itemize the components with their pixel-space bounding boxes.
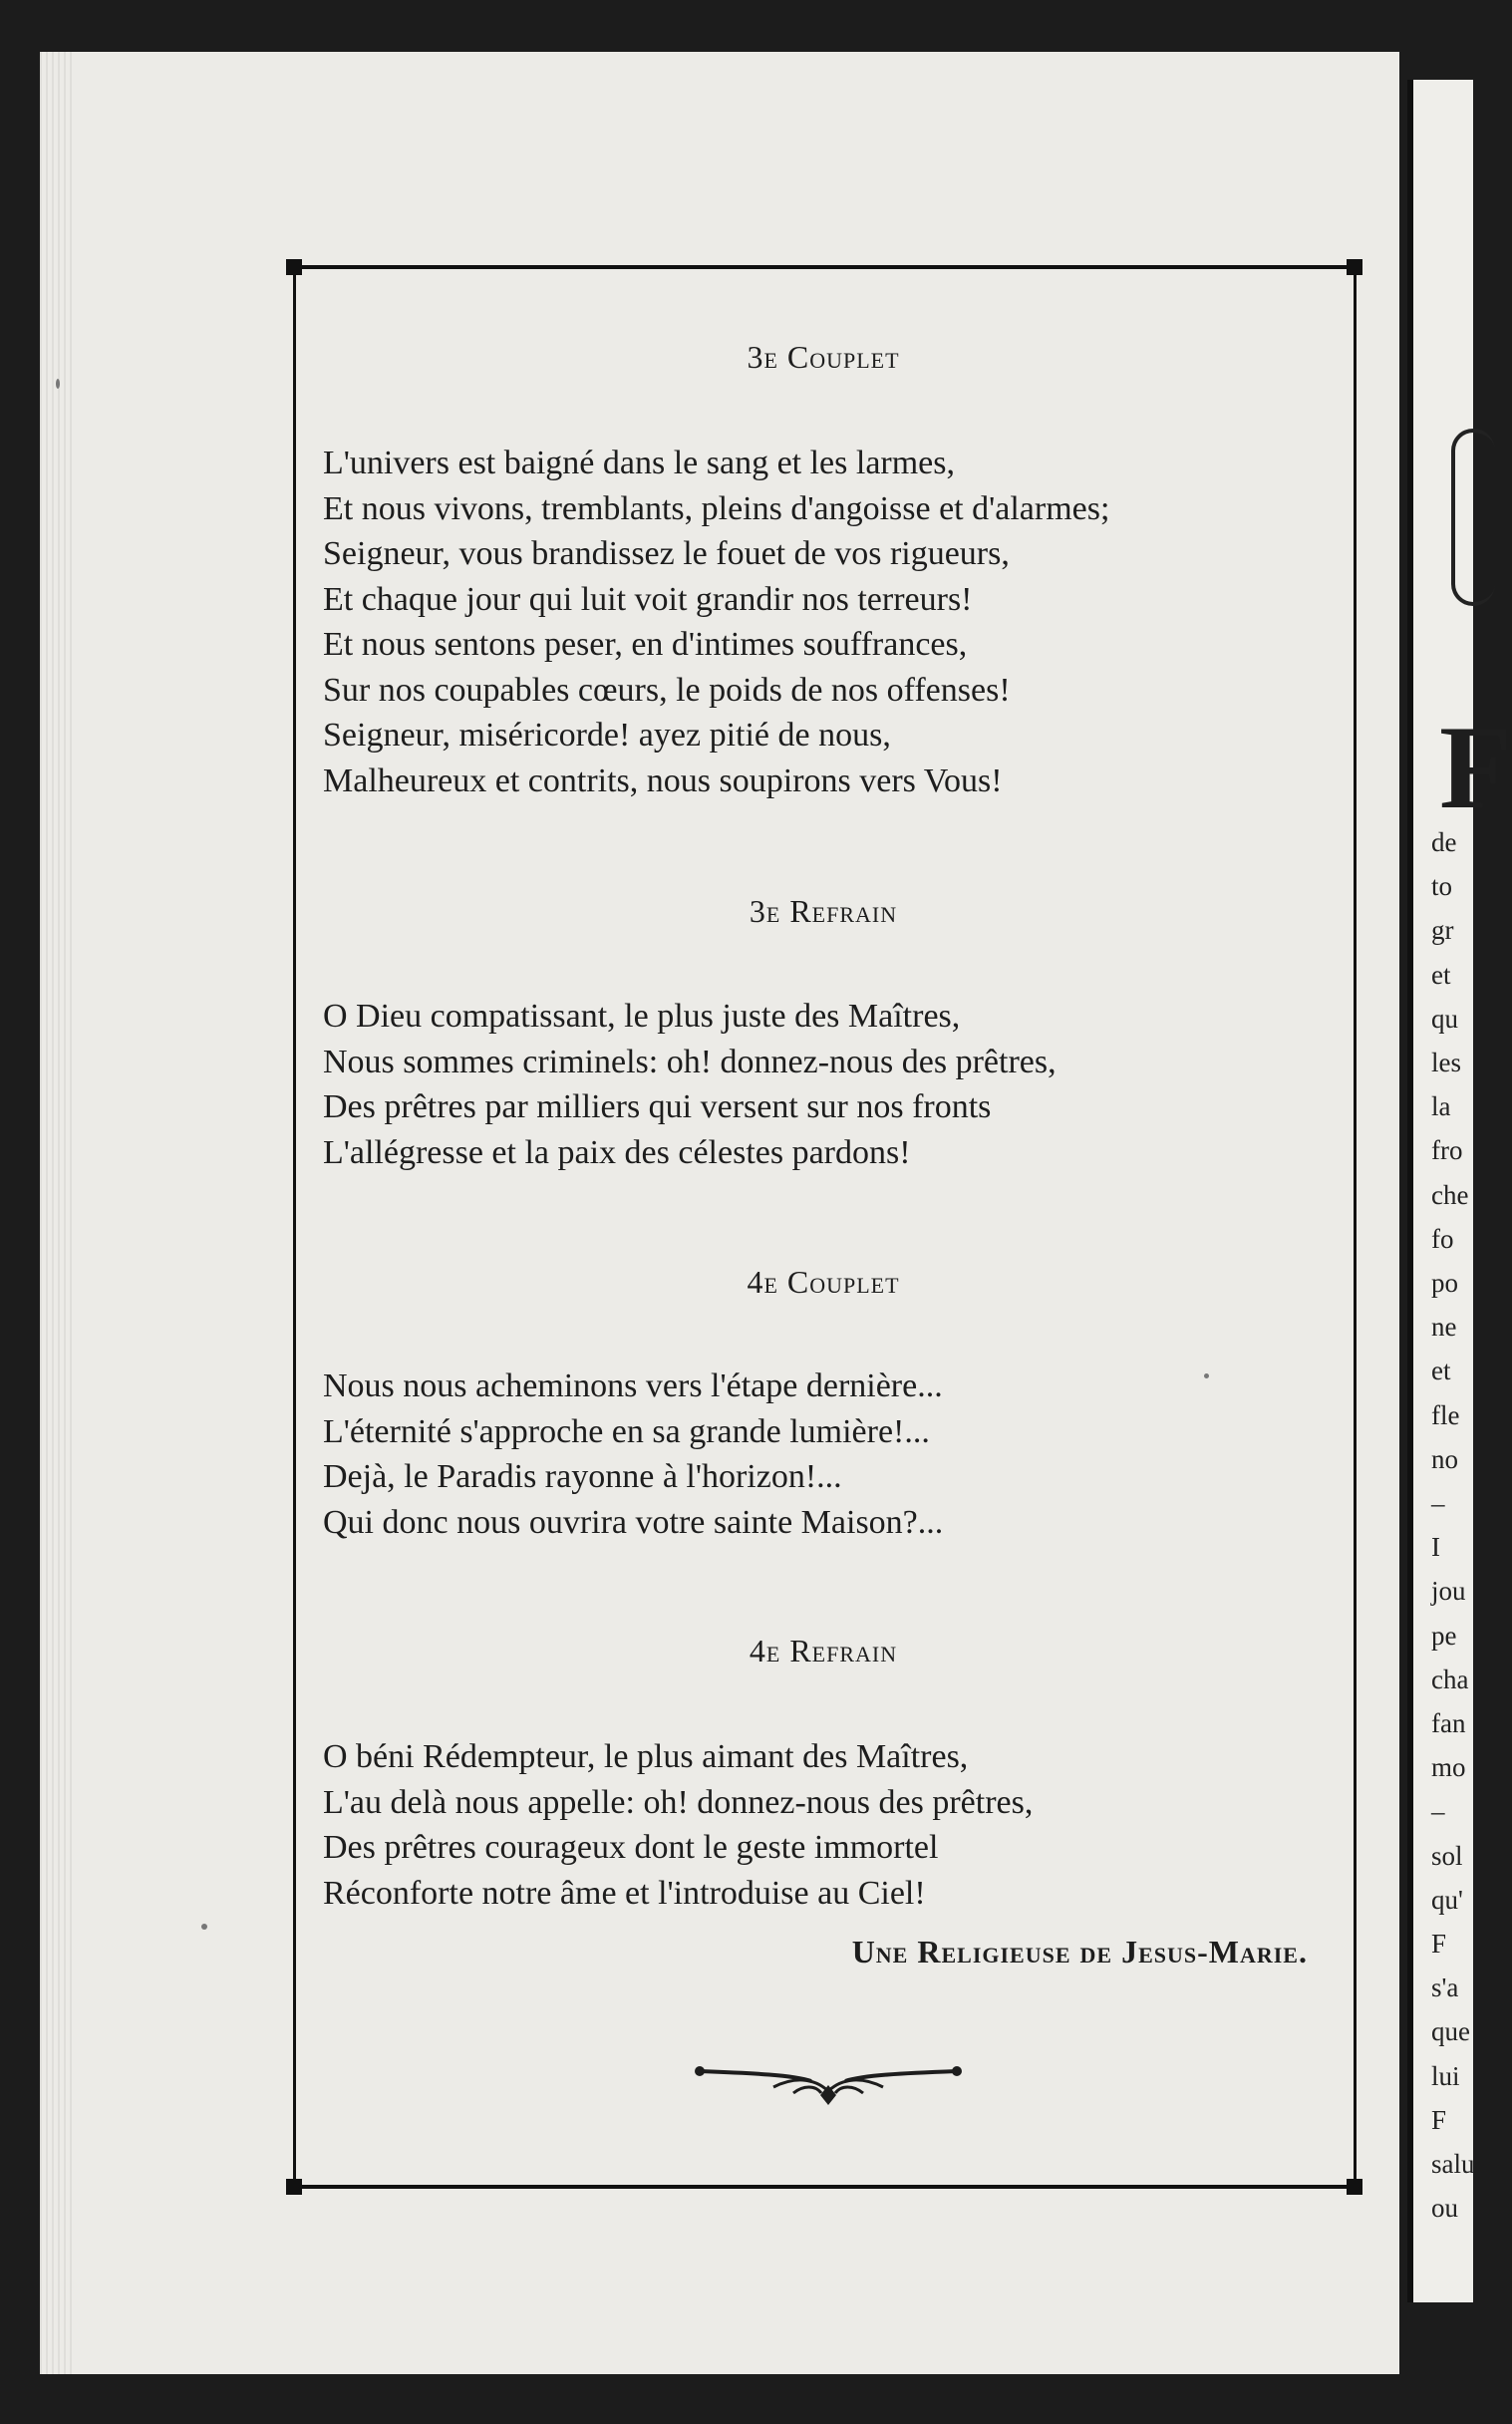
stanza xyxy=(323,1734,1399,1916)
facing-page-fragment: pe xyxy=(1431,1620,1457,1651)
verse-line: L'éternité s'approche en sa grande lumière!... xyxy=(323,1412,930,1450)
frame-corner xyxy=(286,2179,302,2195)
facing-page-fragment: fan xyxy=(1431,1708,1466,1738)
facing-page-fragment: que xyxy=(1431,2016,1470,2047)
facing-page-fragment: to xyxy=(1431,871,1453,902)
frame-rule-top xyxy=(287,265,1360,269)
facing-page-fragment: qu' xyxy=(1431,1884,1463,1915)
facing-page-fragment: gr xyxy=(1431,915,1454,946)
poem-frame xyxy=(287,263,1360,2189)
facing-page-fragment: fo xyxy=(1431,1223,1454,1254)
verse-line: Et nous sentons peser, en d'intimes souffrances, xyxy=(323,626,968,663)
verse-line: Sur nos coupables cœurs, le poids de nos offenses! xyxy=(323,671,1011,709)
verse-line: Seigneur, vous brandissez le fouet de vos rigueurs, xyxy=(323,535,1010,572)
section-heading: 3e Refrain xyxy=(749,893,898,929)
facing-page-fragment: s'a xyxy=(1431,1972,1459,2003)
verse-line: Réconforte notre âme et l'introduise au Ciel! xyxy=(323,1874,926,1912)
verse-line: Nous sommes criminels: oh! donnez-nous des prêtres, xyxy=(323,1043,1057,1080)
flourish-ornament-icon xyxy=(694,2053,963,2113)
verse-line: L'univers est baigné dans le sang et les larmes, xyxy=(323,445,955,481)
verse-line: O Dieu compatissant, le plus juste des Maîtres, xyxy=(323,998,961,1035)
facing-page-fragment: no xyxy=(1431,1443,1458,1474)
frame-rule-left xyxy=(293,263,296,2189)
frame-rule-bottom xyxy=(287,2185,1360,2189)
verse-line: Des prêtres courageux dont le geste immortel xyxy=(323,1829,939,1866)
facing-page xyxy=(1407,80,1512,2302)
facing-page-fragment: cha xyxy=(1431,1664,1469,1694)
stanza xyxy=(323,441,1399,803)
facing-page-fragment: la xyxy=(1431,1091,1451,1122)
frame-corner xyxy=(286,259,302,275)
section-heading: 4e Couplet xyxy=(747,1264,900,1300)
facing-page-fragment: che xyxy=(1431,1179,1469,1210)
frame-corner xyxy=(1347,2179,1362,2195)
facing-page-fragment: de xyxy=(1431,827,1457,857)
facing-page-ornament xyxy=(1451,429,1495,606)
verse-line: Dejà, le Paradis rayonne à l'horizon!... xyxy=(323,1458,842,1495)
paper-speck xyxy=(201,1924,207,1930)
section-heading: 4e Refrain xyxy=(749,1633,898,1668)
facing-page-fragment: salu xyxy=(1431,2149,1475,2179)
facing-page-fragment: les xyxy=(1431,1048,1461,1077)
verse-line: L'allégresse et la paix des célestes pardons! xyxy=(323,1133,911,1171)
section-heading: 3e Couplet xyxy=(747,339,900,375)
facing-page-fragment: sol xyxy=(1431,1840,1463,1871)
verse-line: Nous nous acheminons vers l'étape dernière... xyxy=(323,1367,943,1404)
verse-line: Et chaque jour qui luit voit grandir nos terreurs! xyxy=(323,580,973,618)
facing-page-fragment: et xyxy=(1431,1356,1451,1386)
facing-page-fragment: – xyxy=(1431,1488,1445,1518)
paper-speck xyxy=(56,379,60,389)
verse-line: Seigneur, miséricorde! ayez pitié de nous, xyxy=(323,717,891,754)
facing-page-fragment: et xyxy=(1431,959,1451,990)
author-signature: Une Religieuse de Jesus-Marie. xyxy=(851,1934,1308,1970)
facing-page-fragment: lui xyxy=(1431,2060,1460,2091)
facing-page-fragment: fle xyxy=(1431,1399,1460,1430)
facing-page-fragment: I xyxy=(1431,1532,1440,1563)
frame-corner xyxy=(1347,259,1362,275)
facing-page-fragment: fro xyxy=(1431,1135,1463,1166)
verse-line: Malheureux et contrits, nous soupirons vers Vous! xyxy=(323,761,1003,799)
facing-page-fragment: jou xyxy=(1431,1576,1466,1607)
verse-line: Des prêtres par milliers qui versent sur nos fronts xyxy=(323,1088,992,1125)
facing-page-fragment: F xyxy=(1431,2104,1447,2135)
verse-line: L'au delà nous appelle: oh! donnez-nous des prêtres, xyxy=(323,1783,1034,1821)
page-edge xyxy=(40,52,76,2374)
facing-page-fragment: qu xyxy=(1431,1003,1458,1034)
facing-page-fragment: – xyxy=(1431,1796,1445,1827)
facing-page-fragment: ne xyxy=(1431,1312,1457,1343)
facing-page-fragment: F xyxy=(1431,1929,1447,1959)
facing-page-dropcap: F xyxy=(1439,701,1512,833)
verse-line: Qui donc nous ouvrira votre sainte Maison?... xyxy=(323,1503,944,1541)
verse-line: O béni Rédempteur, le plus aimant des Maîtres, xyxy=(323,1738,969,1775)
verse-line: Et nous vivons, tremblants, pleins d'angoisse et d'alarmes; xyxy=(323,489,1110,527)
facing-page-fragment: mo xyxy=(1431,1752,1466,1783)
stanza xyxy=(323,994,1399,1175)
paper-speck xyxy=(1204,1373,1209,1378)
facing-page-fragment: ou xyxy=(1431,2193,1458,2224)
facing-page-fragment: po xyxy=(1431,1268,1458,1298)
stanza xyxy=(323,1364,1399,1545)
